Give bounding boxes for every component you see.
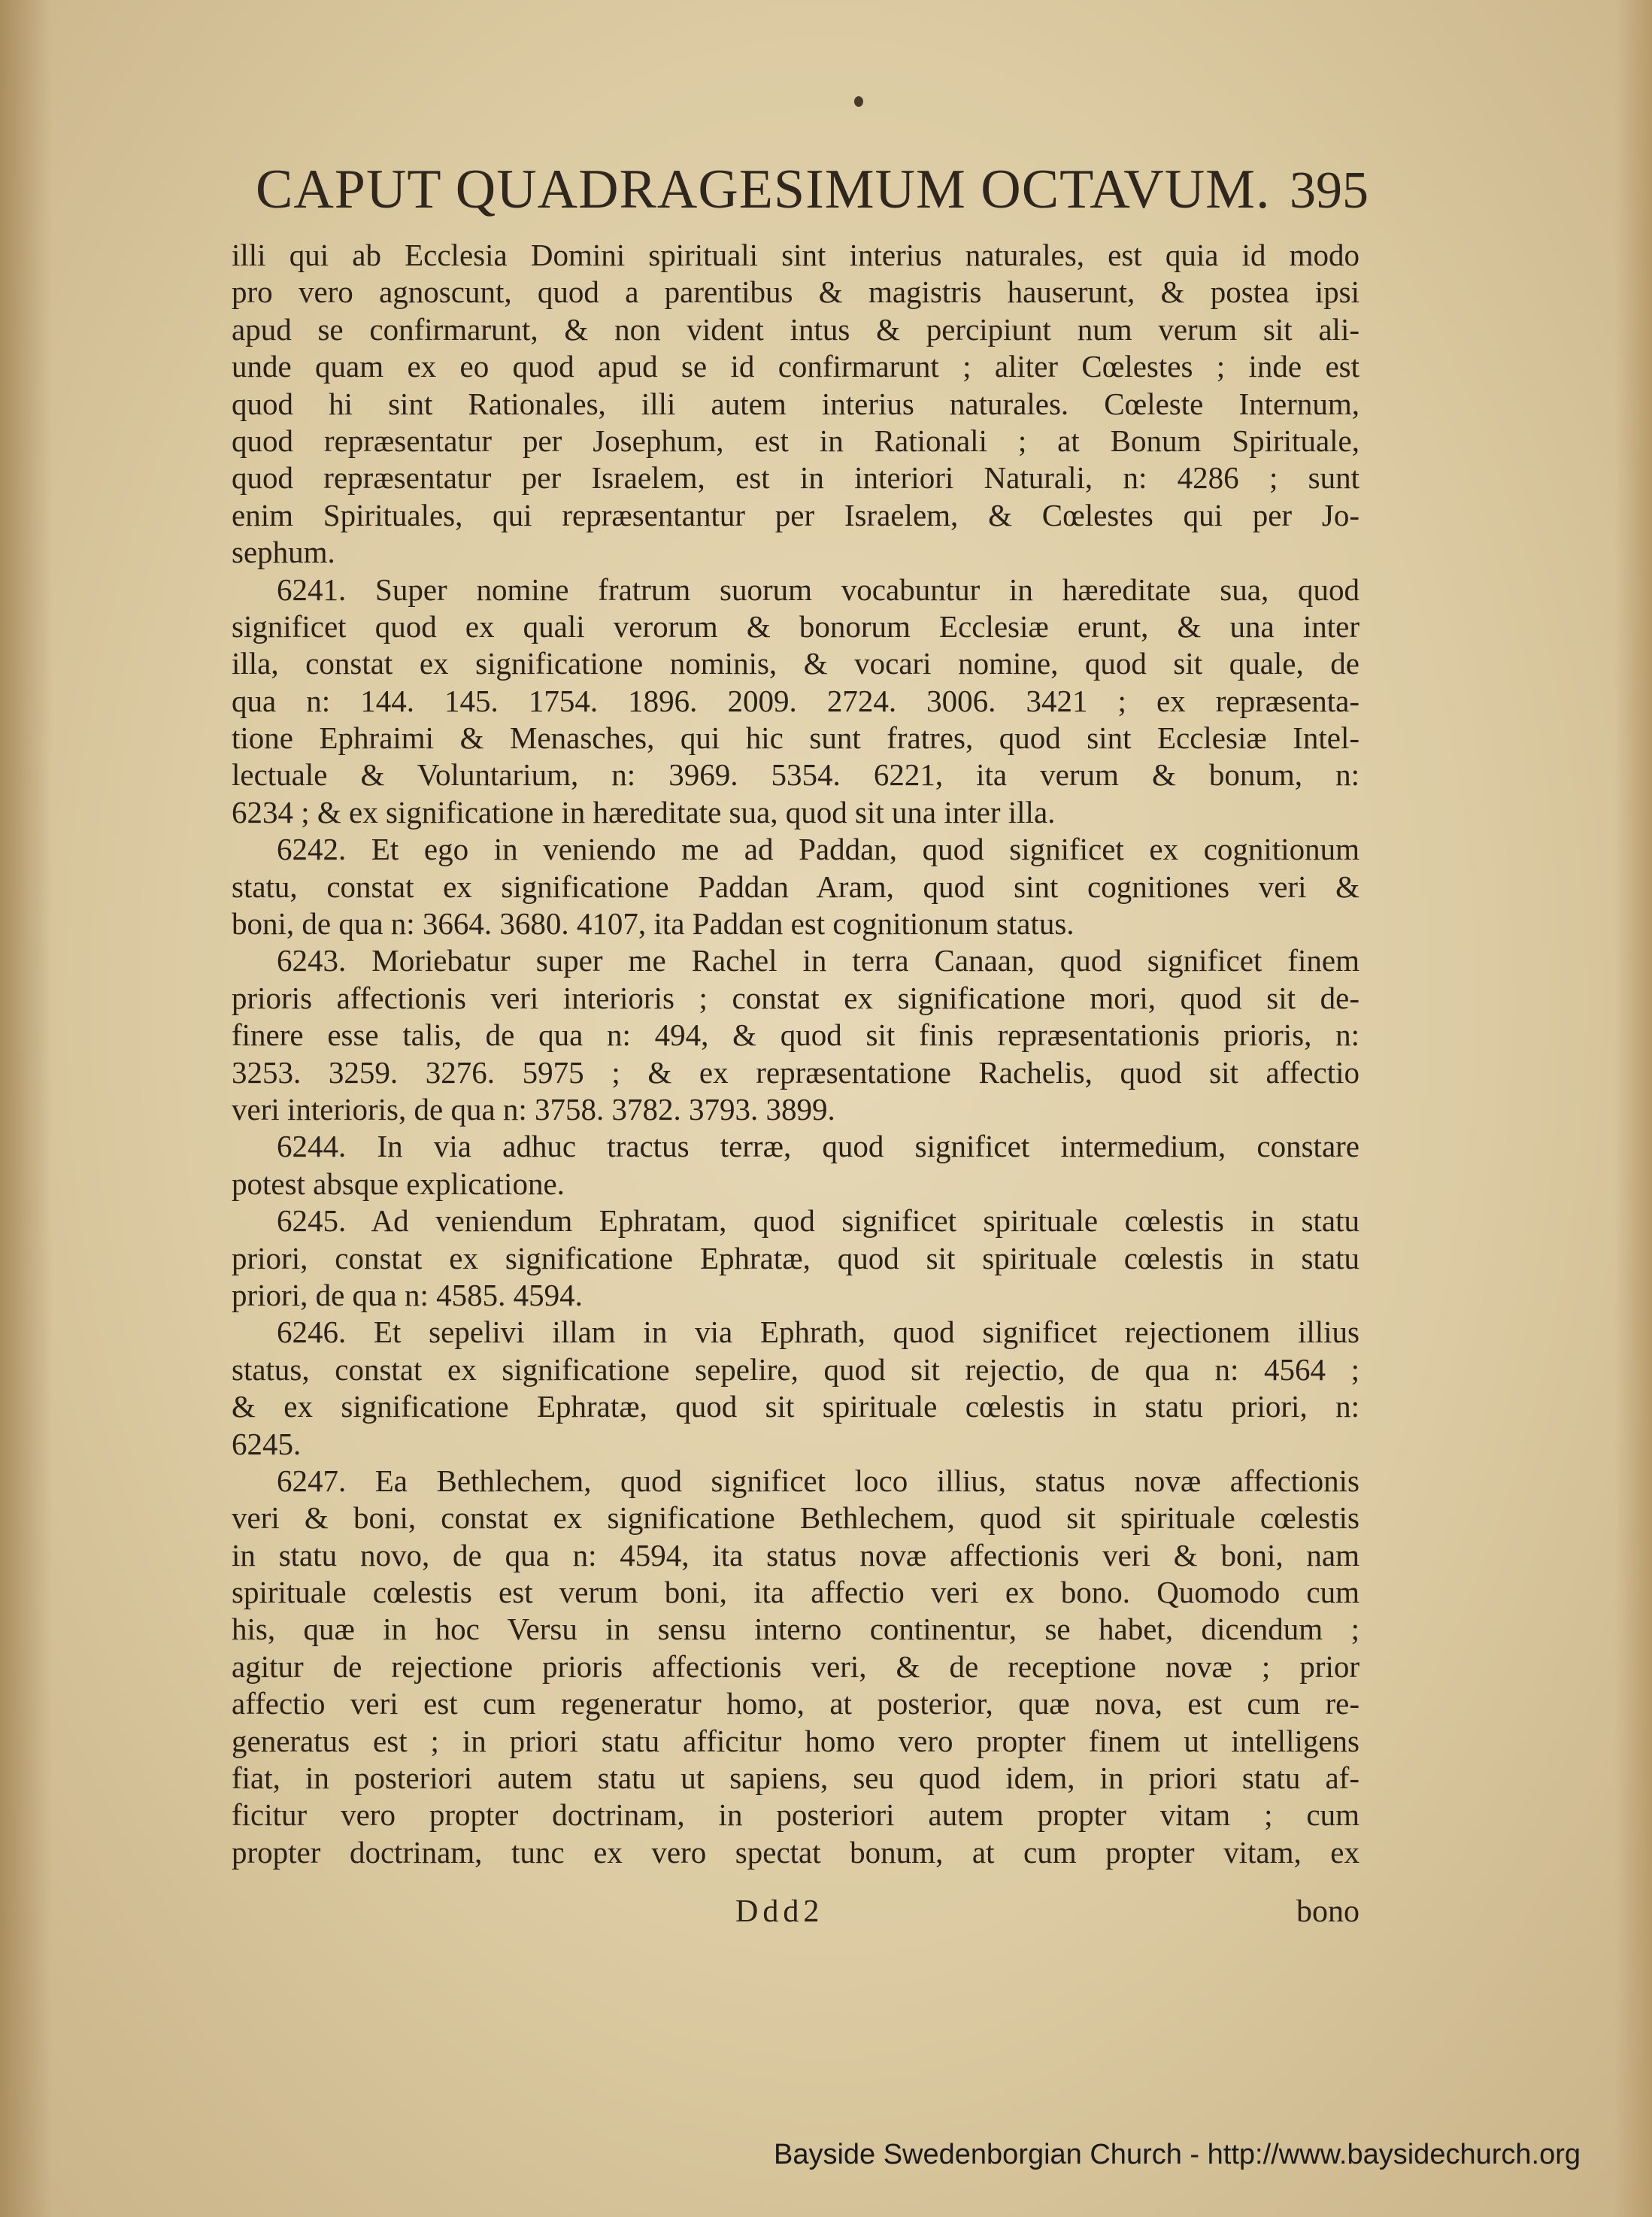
text-line: apud se confirmarunt, & non vident intus & percipiunt num verum sit ali- (232, 311, 1359, 347)
text-line: tione Ephraimi & Menasches, qui hic sunt fratres, quod sint Ecclesiæ Intel- (232, 720, 1359, 756)
text-line: status, constat ex significatione sepelire, quod sit rejectio, de qua n: 4564 ; (232, 1351, 1359, 1387)
paragraph-6243-start: 6243. Moriebatur super me Rachel in terra Canaan, quod significet finem (277, 943, 1359, 978)
body-text (232, 237, 1359, 1871)
text-line: prioris affectionis veri interioris ; constat ex significatione mori, quod sit de- (232, 980, 1359, 1015)
text-line: ficitur vero propter doctrinam, in posteriori autem propter vitam ; cum (232, 1797, 1359, 1833)
text-line: lectuale & Voluntarium, n: 3969. 5354. 6221, ita verum & bonum, n: (232, 757, 1359, 793)
text-line: veri interioris, de qua n: 3758. 3782. 3793. 3899. (232, 1091, 835, 1127)
text-line: 3253. 3259. 3276. 5975 ; & ex repræsentatione Rachelis, quod sit affectio (232, 1054, 1359, 1090)
text-line: fiat, in posteriori autem statu ut sapiens, seu quod idem, in priori statu af- (232, 1761, 1359, 1796)
text-line: generatus est ; in priori statu afficitur homo vero propter finem ut intelligens (232, 1723, 1359, 1758)
text-line: potest absque explicatione. (232, 1166, 565, 1201)
text-line: illi qui ab Ecclesia Domini spirituali sint interius naturales, est quia id modo (232, 238, 1359, 272)
text-line: 6245. (232, 1426, 302, 1461)
text-line: affectio veri est cum regeneratur homo, at posterior, quæ nova, est cum re- (232, 1686, 1359, 1721)
text-line: pro vero agnoscunt, quod a parentibus & magistris hauserunt, & postea ipsi (232, 274, 1359, 310)
text-line: finere esse talis, de qua n: 494, & quod sit finis repræsentationis prioris, n: (232, 1018, 1359, 1053)
text-line: enim Spirituales, qui repræsentantur per Israelem, & Cœlestes qui per Jo- (232, 497, 1359, 532)
text-line: qua n: 144. 145. 1754. 1896. 2009. 2724. 3006. 3421 ; ex repræsenta- (232, 683, 1359, 718)
paragraph-6245-start: 6245. Ad veniendum Ephratam, quod significet spirituale cœlestis in statu (277, 1203, 1359, 1239)
paragraph-6242-start: 6242. Et ego in veniendo me ad Paddan, quod significet ex cognitionum (277, 832, 1359, 867)
text-line: propter doctrinam, tunc ex vero spectat bonum, at cum propter vitam, ex (232, 1834, 1359, 1870)
paragraph-6246-start: 6246. Et sepelivi illam in via Ephrath, quod significet rejectionem illius (277, 1315, 1359, 1350)
text-line: illa, constat ex significatione nominis, & vocari nomine, quod sit quale, de (232, 646, 1359, 681)
page-number: 395 (1290, 162, 1369, 220)
paragraph-6241-start: 6241. Super nomine fratrum suorum vocabuntur in hæreditate sua, quod (277, 572, 1359, 607)
text-line: unde quam ex eo quod apud se id confirmarunt ; aliter Cœlestes ; inde est (232, 349, 1359, 384)
page-header (256, 158, 1369, 241)
text-line: statu, constat ex significatione Paddan Aram, quod sint cognitiones veri & (232, 869, 1359, 904)
running-title: CAPUT QUADRAGESIMUM OCTAVUM. (256, 159, 1271, 220)
text-line: boni, de qua n: 3664. 3680. 4107, ita Paddan est cognitionum status. (232, 906, 1075, 942)
text-line: & ex significatione Ephratæ, quod sit spirituale cœlestis in statu priori, n: (232, 1389, 1359, 1424)
text-line: 6234 ; & ex significatione in hæreditate sua, quod sit una inter illa. (232, 794, 1056, 829)
paragraph-6247-start: 6247. Ea Bethlechem, quod significet loco illius, status novæ affectionis (277, 1463, 1359, 1498)
signature-mark: Ddd2 (735, 1894, 824, 1929)
text-line: spirituale cœlestis est verum boni, ita affectio veri ex bono. Quomodo cum (232, 1575, 1359, 1610)
text-line: agitur de rejectione prioris affectionis veri, & de receptione novæ ; prior (232, 1648, 1359, 1684)
text-line: his, quæ in hoc Versu in sensu interno continentur, se habet, dicendum ; (232, 1612, 1359, 1647)
paragraph-6244-start: 6244. In via adhuc tractus terræ, quod significet intermedium, constare (277, 1129, 1359, 1164)
text-line: sephum. (232, 535, 335, 570)
watermark-link: Bayside Swedenborgian Church - http://www.baysidechurch.org (773, 2139, 1581, 2170)
text-line: veri & boni, constat ex significatione Bethlechem, quod sit spirituale cœlestis (232, 1500, 1359, 1536)
text-line: in statu novo, de qua n: 4594, ita status novæ affectionis veri & boni, nam (232, 1537, 1359, 1573)
text-line: significet quod ex quali verorum & bonorum Ecclesiæ erunt, & una inter (232, 608, 1359, 644)
page-footer (232, 1894, 1359, 1939)
text-line: quod repræsentatur per Israelem, est in interiori Naturali, n: 4286 ; sunt (232, 460, 1359, 496)
ink-speck (854, 96, 863, 107)
catchword: bono (1296, 1894, 1359, 1929)
text-line: priori, de qua n: 4585. 4594. (232, 1277, 583, 1312)
text-line: priori, constat ex significatione Ephratæ, quod sit spirituale cœlestis in statu (232, 1240, 1359, 1275)
text-line: quod hi sint Rationales, illi autem interius naturales. Cœleste Internum, (232, 386, 1359, 421)
text-line: quod repræsentatur per Josephum, est in Rationali ; at Bonum Spirituale, (232, 423, 1359, 458)
